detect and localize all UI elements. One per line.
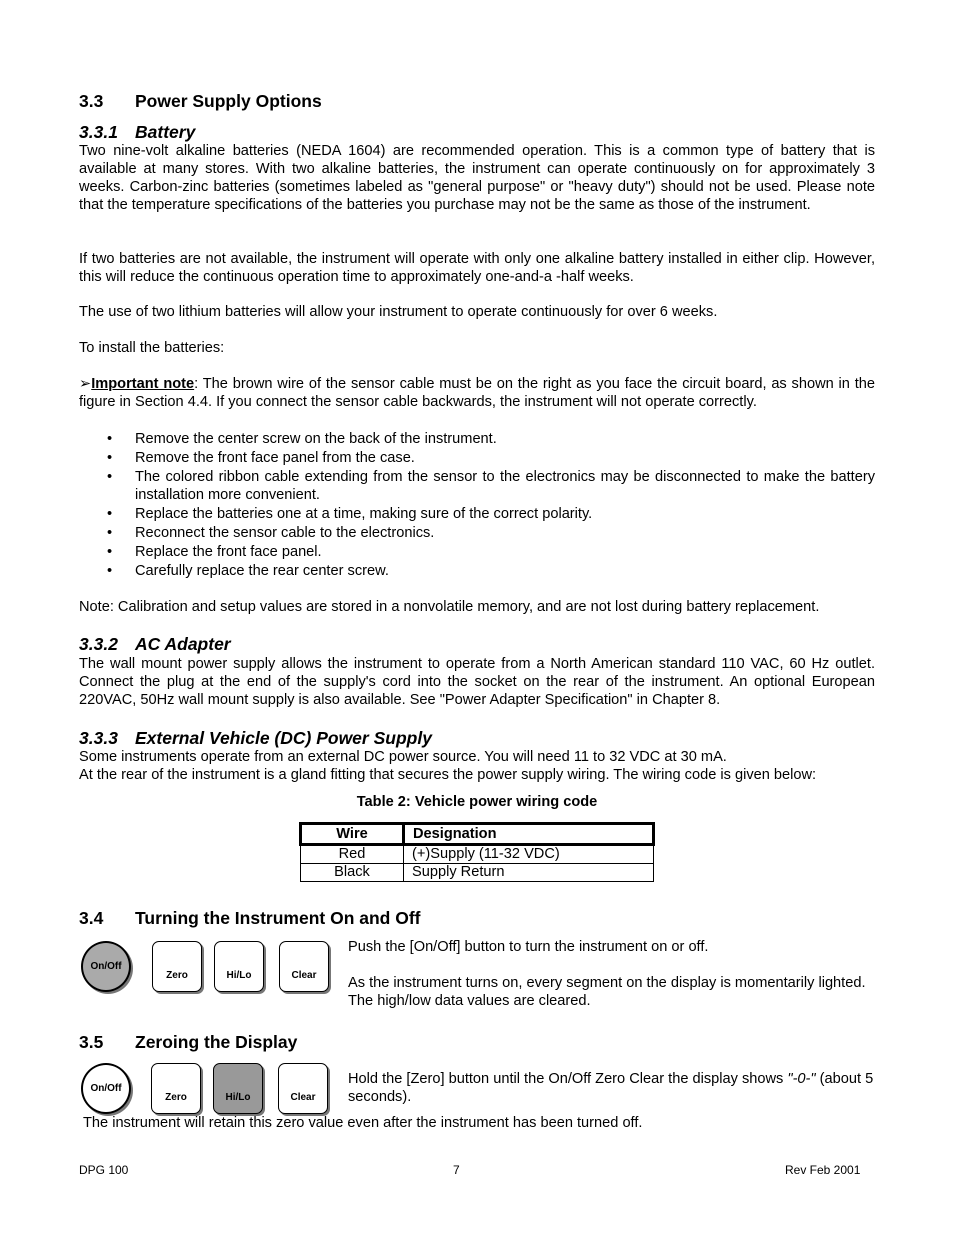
section-heading-3-5: 3.5 Zeroing the Display	[79, 1032, 298, 1052]
hi-lo-button: Hi/Lo	[213, 1063, 263, 1114]
section-heading-3-4: 3.4 Turning the Instrument On and Off	[79, 908, 421, 928]
section-heading-3-3-3: 3.3.3 External Vehicle (DC) Power Supply	[79, 728, 432, 748]
important-note-text: : The brown wire of the sensor cable must be on the right as you face the circuit board, as shown in the figure in Section 4.4. If you connect the sensor cable backwards, the instrument will not operate correctly.	[79, 376, 876, 410]
wiring-table	[299, 822, 655, 882]
dc-paragraph-2: At the rear of the instrument is a gland fitting that secures the power supply wiring. The wiring code is given below:	[79, 767, 817, 783]
battery-paragraph-3: The use of two lithium batteries will allow your instrument to operate continuously for over 6 weeks.	[79, 304, 718, 320]
table-row	[301, 864, 654, 882]
table-row	[301, 845, 654, 864]
list-item: • Replace the front face panel.	[79, 543, 875, 561]
important-note-label: Important note	[91, 376, 195, 392]
footer-right: Rev Feb 2001	[785, 1163, 861, 1177]
table-cell: (+)Supply (11-32 VDC)	[404, 845, 654, 864]
clear-button: Clear	[279, 941, 329, 992]
zero-retain-paragraph: The instrument will retain this zero value even after the instrument has been turned off.	[83, 1115, 643, 1131]
section-heading-3-3-1: 3.3.1 Battery	[79, 122, 196, 142]
list-item: • Replace the batteries one at a time, making sure of the correct polarity.	[79, 505, 875, 523]
table-header-wire: Wire	[301, 824, 404, 845]
on-off-button: On/Off	[81, 941, 131, 992]
list-item: • The colored ribbon cable extending from the sensor to the electronics may be disconnected to make the battery installation more convenient.	[79, 468, 875, 504]
battery-paragraph-1: Two nine-volt alkaline batteries (NEDA 1604) are recommended operation. This is a common type of battery that is available at many stores. With two alkaline batteries, the instrument can operate continuously on for approximately 3 weeks. Carbon-zinc batteries (sometimes labeled as "general purpose" or "heavy duty") should not be used. Please note that the temperature specifications of the batteries you purchase may not be the same as those of the instrument.	[79, 143, 875, 213]
zero-display-value: "-0-"	[787, 1071, 816, 1087]
hi-lo-button: Hi/Lo	[214, 941, 264, 992]
zero-button: Zero	[151, 1063, 201, 1114]
table-caption: Table 2: Vehicle power wiring code	[356, 794, 598, 810]
table-cell: Supply Return	[404, 864, 654, 882]
zero-button: Zero	[152, 941, 202, 992]
list-item: • Remove the front face panel from the case.	[79, 449, 875, 467]
important-note	[79, 375, 875, 411]
list-item: • Remove the center screw on the back of the instrument.	[79, 430, 875, 448]
ac-adapter-paragraph: The wall mount power supply allows the instrument to operate from a North American standard 110 VAC, 60 Hz outlet. Connect the plug at the end of the supply's cord into the socket on the rear of the instrument. An optional European 220VAC, 50Hz wall mount supply is also available. See "Power Adapter Specification" in Chapter 8.	[79, 656, 875, 708]
arrow-icon: ➢	[79, 376, 92, 392]
table-cell: Red	[301, 845, 404, 864]
page-number: 7	[453, 1163, 460, 1177]
battery-paragraph-4: To install the batteries:	[79, 340, 225, 356]
calibration-note: Note: Calibration and setup values are stored in a nonvolatile memory, and are not lost during battery replacement.	[79, 599, 820, 615]
dc-paragraph-1: Some instruments operate from an external DC power source. You will need 11 to 32 VDC at 30 mA.	[79, 749, 727, 765]
on-off-paragraph-2: As the instrument turns on, every segment on the display is momentarily lighted. The high/low data values are cleared.	[348, 975, 866, 1009]
list-item: • Carefully replace the rear center screw.	[79, 562, 875, 580]
table-header-row	[301, 824, 654, 845]
footer-left: DPG 100	[79, 1163, 129, 1177]
zero-paragraph: Hold the [Zero] button until the On/Off Zero Clear the display shows "-0-" (about 5 seconds).	[348, 1071, 874, 1105]
clear-button: Clear	[278, 1063, 328, 1114]
battery-paragraph-2: If two batteries are not available, the instrument will operate with only one alkaline battery installed in either clip. However, this will reduce the continuous operation time to approximately one-and-a -half weeks.	[79, 251, 875, 285]
table-cell: Black	[301, 864, 404, 882]
on-off-button: On/Off	[81, 1063, 131, 1114]
list-item: • Reconnect the sensor cable to the electronics.	[79, 524, 875, 542]
table-header-designation: Designation	[404, 824, 654, 845]
install-steps-list	[79, 430, 875, 581]
section-heading-3-3-2: 3.3.2 AC Adapter	[79, 634, 231, 654]
on-off-paragraph-1: Push the [On/Off] button to turn the instrument on or off.	[348, 939, 709, 955]
section-heading-3-3: 3.3 Power Supply Options	[79, 91, 322, 111]
